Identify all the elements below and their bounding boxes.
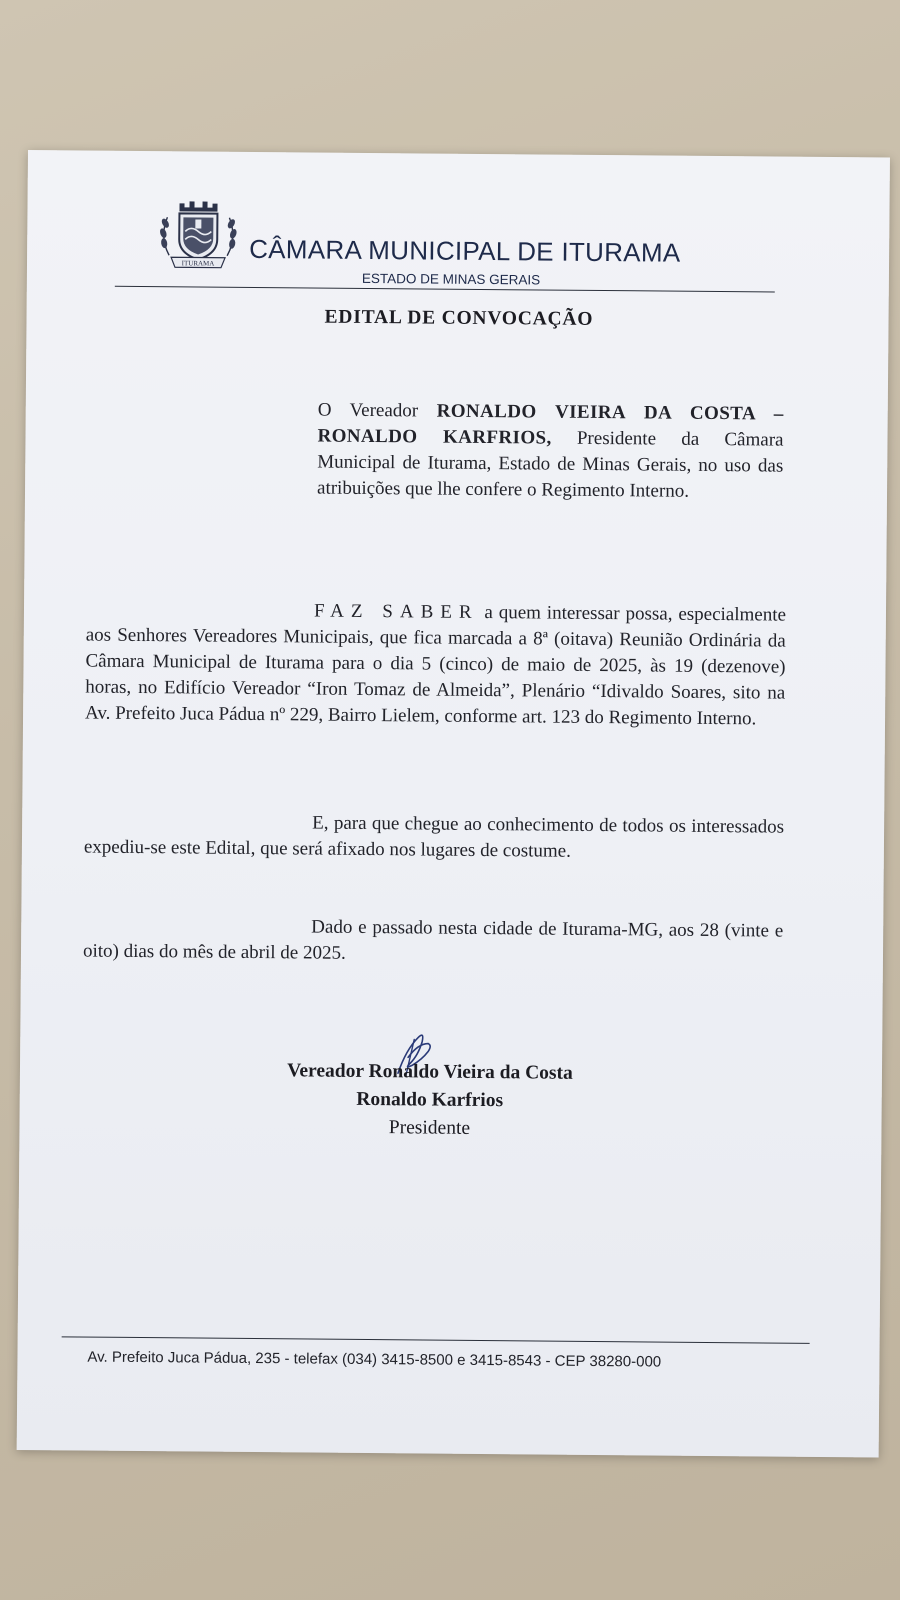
crest-ribbon-text: ITURAMA	[181, 259, 215, 268]
state-name: ESTADO DE MINAS GERAIS	[361, 270, 541, 288]
footer-address: Av. Prefeito Juca Pádua, 235 - telefax (034) 3415-8500 e 3415-8543 - CEP 38280-000	[87, 1348, 662, 1371]
preamble-lead: O Vereador	[317, 399, 437, 422]
footer-divider	[62, 1336, 810, 1344]
faz-saber-lead: FAZ SABER	[313, 600, 479, 623]
publication-paragraph: E, para que chegue ao conhecimento de todos os interessados expediu-se este Edital, que será afixado nos lugares de costume.	[83, 812, 785, 862]
date-paragraph: Dado e passado nesta cidade de Iturama-MG, aos 28 (vinte e oito) dias do mês de abril de 2025.	[82, 916, 784, 964]
president-name: RONALDO VIEIRA DA COSTA – RONALDO KARFRIOS,	[317, 400, 784, 449]
chamber-name: CÂMARA MUNICIPAL DE ITURAMA	[249, 233, 681, 268]
preamble-text: Presidente da Câmara Municipal de Iturama, Estado de Minas Gerais, no uso das atribuições que lhe confere o Regimento Interno.	[316, 427, 784, 502]
signer-role: Presidente	[388, 1117, 471, 1139]
municipal-crest-icon	[155, 195, 242, 272]
preamble-paragraph	[317, 398, 784, 506]
convocation-text: a quem interessar possa, especialmente aos Senhores Vereadores Municipais, que fica marcada a 8ª (oitava) Reunião Ordinária da Câmara Municipal de Iturama para o dia 5 (cinco) de maio de 2025, às 19 (dezenove) horas, no Edifício Vereador “Iron Tomaz de Almeida”, Plenário “Idivaldo Soares, sito na Av. Prefeito Juca Pádua nº 229, Bairro Lielem, conforme art. 123 do Regimento Interno.	[84, 601, 787, 730]
signer-nickname: Ronaldo Karfrios	[356, 1088, 504, 1112]
signer-title-name: Vereador Ronaldo Vieira da Costa	[287, 1060, 573, 1084]
convocation-paragraph	[85, 597, 786, 733]
header-divider	[115, 286, 775, 293]
document-page	[17, 150, 890, 1457]
document-title: EDITAL DE CONVOCAÇÃO	[324, 306, 594, 330]
